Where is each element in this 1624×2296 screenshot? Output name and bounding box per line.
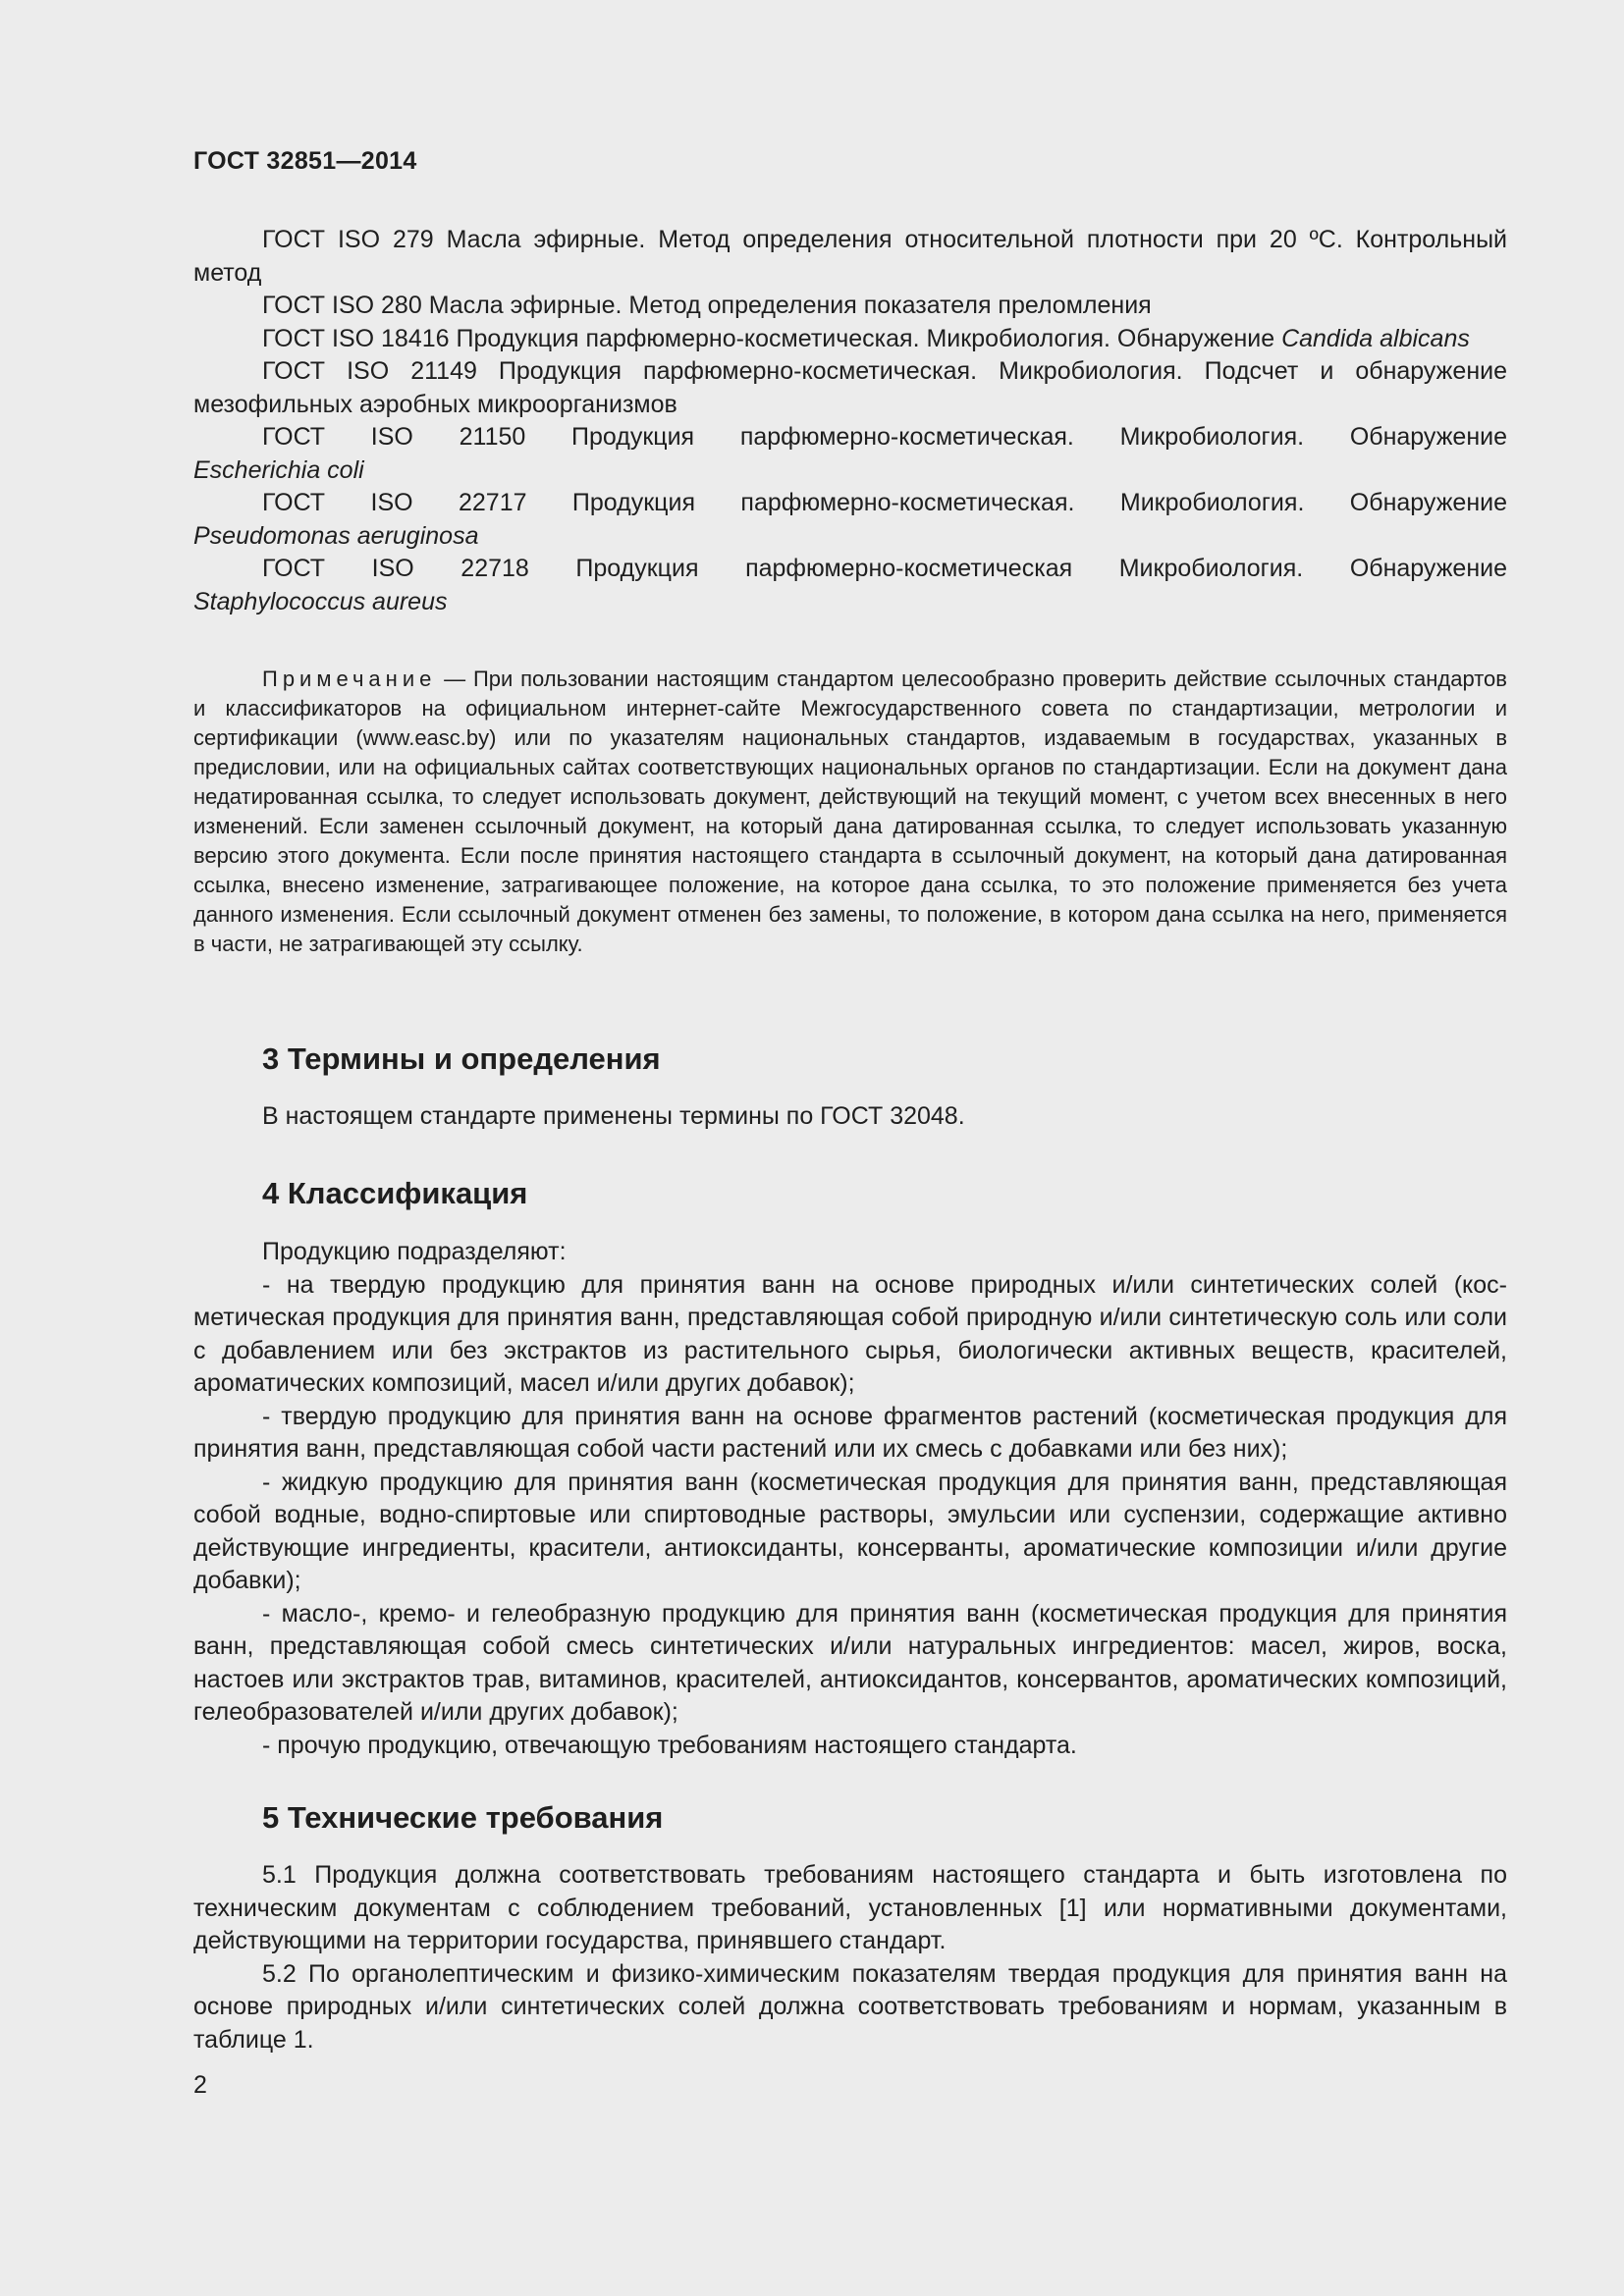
classification-item: - на твердую продукцию для принятия ванн на основе природных и/или синтетических солей (косметическая продукция для принятия ванн, представляющая собой природную и/или синтетическую соль или соли с добавлением или без экстрактов из растительного сырья, биологически активных веществ, красителей, ароматических композиций, масел и/или других добавок); bbox=[193, 1270, 1507, 1397]
requirement-paragraph: 5.1 Продукция должна соответствовать требованиям настоящего стандарта и быть изготовлена по техническим документам с соблюдением требований, установленных [1] или нормативными документами, действующими на территории государства, принявшего стандарт. bbox=[193, 1861, 1507, 1954]
reference-item: ГОСТ ISO 280 Масла эфирные. Метод определения показателя преломления bbox=[262, 292, 1152, 319]
reference-item: ГОСТ ISO 21150 Продукция парфюмерно-косметическая. Микробиология. Обнаружение Escherichia coli bbox=[193, 421, 1507, 487]
classification-item: - твердую продукцию для принятия ванн на основе фрагментов растений (косметическая продукция для принятия ванн, представляющая собой части растений или их смесь с добавками или без них); bbox=[193, 1402, 1507, 1463]
section-4-body bbox=[193, 1236, 1507, 1762]
organism-name: Staphylococcus aureus bbox=[193, 587, 448, 615]
reference-item: ГОСТ ISO 279 Масла эфирные. Метод определения относительной плотности при 20 ºС. Контрольный метод bbox=[193, 226, 1507, 287]
page-number: 2 bbox=[193, 2071, 207, 2099]
section-5-body bbox=[193, 1859, 1507, 2056]
section-4-title: 4 Классификация bbox=[262, 1176, 528, 1210]
normative-references-list bbox=[193, 224, 1507, 618]
classification-item: - масло-, кремо- и гелеобразную продукцию для принятия ванн (косметическая продукция для принятия ванн, представляющая собой смесь синтетических и/или натуральных ингредиентов: масел, жиров, воска, настоев или экстрактов трав, витаминов, красителей, антиоксидантов, консервантов, ароматических композиций, гелеобразователей и/или других добавок); bbox=[193, 1599, 1507, 1726]
classification-item: - прочую продукцию, отвечающую требованиям настоящего стандарта. bbox=[262, 1731, 1077, 1759]
section-5-title: 5 Технические требования bbox=[262, 1800, 664, 1835]
reference-item: ГОСТ ISO 21149 Продукция парфюмерно-косметическая. Микробиология. Подсчет и обнаружение мезофильных аэробных микроорганизмов bbox=[193, 357, 1507, 418]
section-3-body: В настоящем стандарте применены термины по ГОСТ 32048. bbox=[262, 1102, 965, 1130]
note-paragraph: Примечание — При пользовании настоящим стандартом целесообразно проверить действие ссылочных стандартов и классификаторов на официальном интернет-сайте Межгосударственного совета по стандартизации, метрологии и сертификации (www.easc.by) или по указателям национальных стандартов, издаваемым в государствах, указанных в предисловии, или на официальных сайтах соответствующих национальных органов по стандартизации. Если на документ дана недатированная ссылка, то следует использовать документ, действующий на текущий момент, с учетом всех внесенных в него изменений. Если заменен ссылочный документ, на который дана датированная ссылка, то следует использовать указанную версию этого документа. Если после принятия настоящего стандарта в ссылочный документ, на который дана датированная ссылка, внесено изменение, затрагивающее положение, на которое дана ссылка, то это положение применяется без учета данного изменения. Если ссылочный документ отменен без замены, то положение, в котором дана ссылка на него, применяется в части, не затрагивающей эту ссылку. bbox=[193, 667, 1507, 956]
note-label: Примечание bbox=[262, 667, 437, 691]
classification-item: - жидкую продукцию для принятия ванн (косметическая продукция для принятия ванн, представляющая собой водные, водно-спиртовые или спиртоводные растворы, эмульсии или суспензии, содержащие активно действующие ингредиенты, красители, антиоксиданты, консерванты, ароматические композиции и/или другие добавки); bbox=[193, 1468, 1507, 1594]
note-text: При пользовании настоящим стандартом целесообразно проверить действие ссылочных стандартов и классификаторов на официальном интернет-сайте Межгосударственного совета по стандартизации, метрологии и сертификации (www.easc.by) или по указателям национальных стандартов, издаваемым в государствах, указанных в предисловии, или на официальных сайтах соответствующих национальных органов по стандартизации. Если на документ дана недатированная ссылка, то следует использовать документ, действующий на текущий момент, с учетом всех внесенных в него изменений. Если заменен ссылочный документ, на который дана датированная ссылка, то следует использовать указанную версию этого документа. Если после принятия настоящего стандарта в ссылочный документ, на который дана датированная ссылка, внесено изменение, затрагивающее положение, на которое дана ссылка, то это положение применяется без учета данного изменения. Если ссылочный документ отменен без замены, то положение, в котором дана ссылка на него, применяется в части, не затрагивающей эту ссылку. bbox=[193, 667, 1507, 956]
classification-intro: Продукцию подразделяют: bbox=[262, 1238, 567, 1265]
reference-item: ГОСТ ISO 18416 Продукция парфюмерно-косметическая. Микробиология. Обнаружение Candida albicans bbox=[262, 324, 1470, 352]
requirement-paragraph: 5.2 По органолептическим и физико-химическим показателям твердая продукция для принятия ванн на основе природных и/или синтетических солей должна соответствовать требованиям и нормам, указанным в таблице 1. bbox=[193, 1959, 1507, 2054]
reference-item: ГОСТ ISO 22717 Продукция парфюмерно-косметическая. Микробиология. Обнаружение Pseudomonas aeruginosa bbox=[193, 487, 1507, 553]
organism-name: Candida albicans bbox=[1281, 324, 1470, 352]
organism-name: Escherichia coli bbox=[193, 455, 364, 484]
organism-name: Pseudomonas aeruginosa bbox=[193, 521, 479, 550]
document-header: ГОСТ 32851—2014 bbox=[193, 147, 417, 175]
reference-item: ГОСТ ISO 22718 Продукция парфюмерно-косметическая Микробиология. Обнаружение Staphylococcus aureus bbox=[193, 553, 1507, 618]
section-3-title: 3 Термины и определения bbox=[262, 1041, 661, 1076]
